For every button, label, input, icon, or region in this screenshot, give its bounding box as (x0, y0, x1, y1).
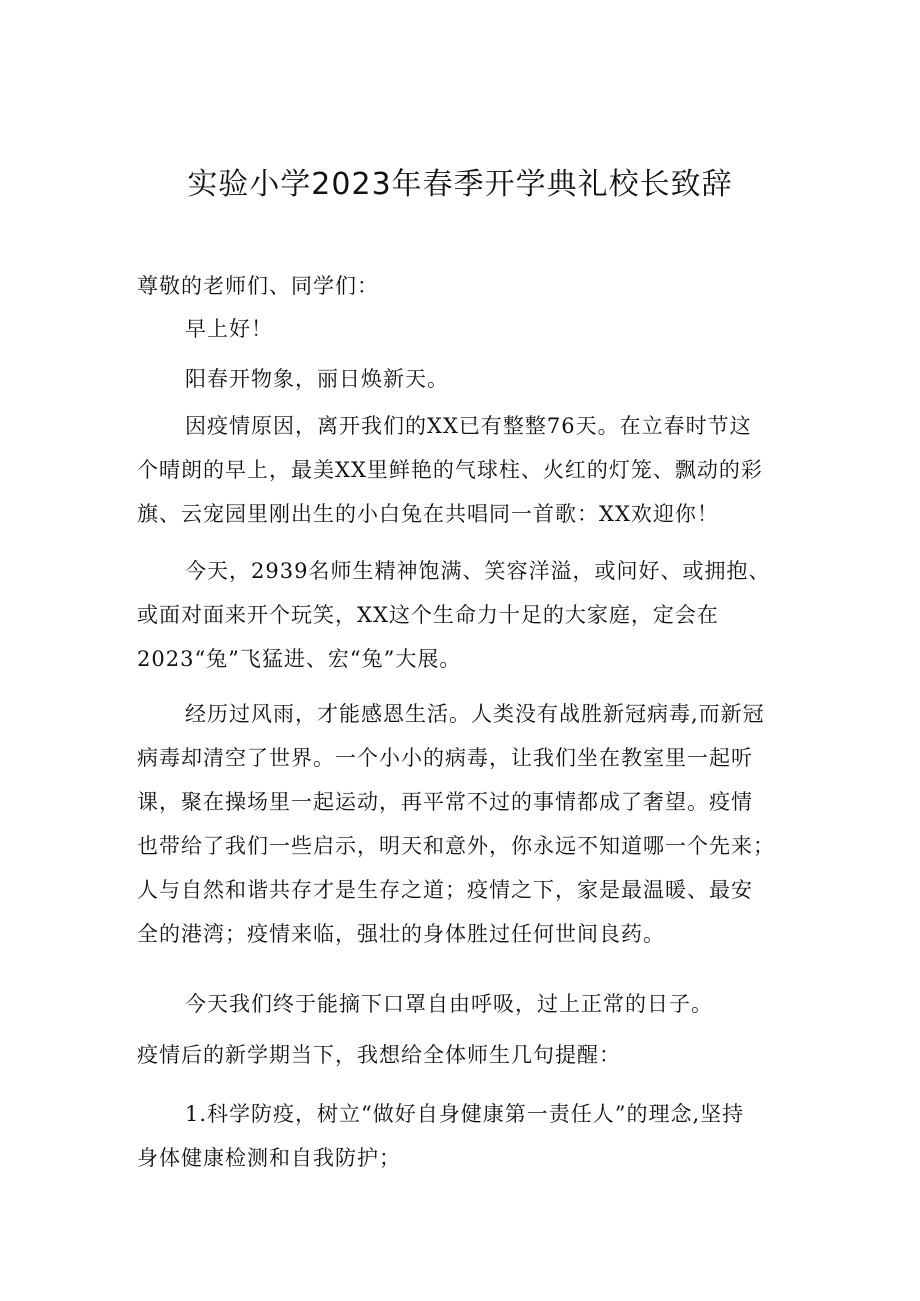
paragraph-2-line: 今天，2939名师生精神饱满、笑容洋溢，或问好、或拥抱、 (185, 559, 771, 583)
paragraph-3 (137, 692, 807, 956)
paragraph-1-line: 个晴朗的早上，最美XX里鲜艳的气球柱、火红的灯笼、飘动的彩 (137, 458, 763, 482)
paragraph-3-line: 病毒却清空了世界。一个小小的病毒，让我们坐在教室里一起听 (137, 746, 753, 770)
spring-paragraph (137, 357, 807, 401)
spring-line: 阳春开物象，丽日焕新天。 (185, 367, 449, 391)
paragraph-1-line: 因疫情原因，离开我们的XX已有整整76天。在立春时节这 (185, 414, 752, 438)
salutation-line: 尊敬的老师们、同学们： (137, 274, 379, 298)
paragraph-6-line: 1.科学防疫，树立“做好自身健康第一责任人”的理念,坚持 (185, 1102, 745, 1126)
paragraph-3-line: 人与自然和谐共存才是生存之道；疫情之下，家是最温暖、最安 (137, 878, 753, 902)
paragraph-1-line: 旗、云宠园里刚出生的小白兔在共唱同一首歌：XX欢迎你！ (137, 502, 719, 526)
paragraph-1 (137, 404, 807, 536)
paragraph-2-line: 或面对面来开个玩笑，XX这个生命力十足的大家庭，定会在 (137, 603, 719, 627)
paragraph-3-line: 经历过风雨，才能感恩生活。人类没有战胜新冠病毒,而新冠 (185, 702, 765, 726)
paragraph-4-line: 今天我们终于能摘下口罩自由呼吸，过上正常的日子。 (185, 992, 713, 1016)
paragraph-3-line: 也带给了我们一些启示，明天和意外，你永远不知道哪一个先来； (137, 834, 775, 858)
paragraph-5 (137, 1033, 807, 1077)
document-title: 实验小学2023年春季开学典礼校长致辞 (187, 167, 733, 202)
paragraph-4 (137, 982, 807, 1026)
paragraph-5-line: 疫情后的新学期当下，我想给全体师生几句提醒： (137, 1043, 621, 1067)
paragraph-2-line: 2023“兔”飞猛进、宏“兔”大展。 (137, 647, 462, 671)
paragraph-6-line: 身体健康检测和自我防护； (137, 1146, 401, 1170)
greeting-line: 早上好！ (185, 317, 273, 341)
greeting-paragraph (137, 307, 807, 351)
paragraph-6 (137, 1092, 807, 1180)
paragraph-3-line: 全的港湾；疫情来临，强壮的身体胜过任何世间良药。 (137, 922, 665, 946)
salutation-paragraph (137, 264, 807, 308)
paragraph-2 (137, 549, 807, 681)
paragraph-3-line: 课，聚在操场里一起运动，再平常不过的事情都成了奢望。疫情 (137, 790, 753, 814)
